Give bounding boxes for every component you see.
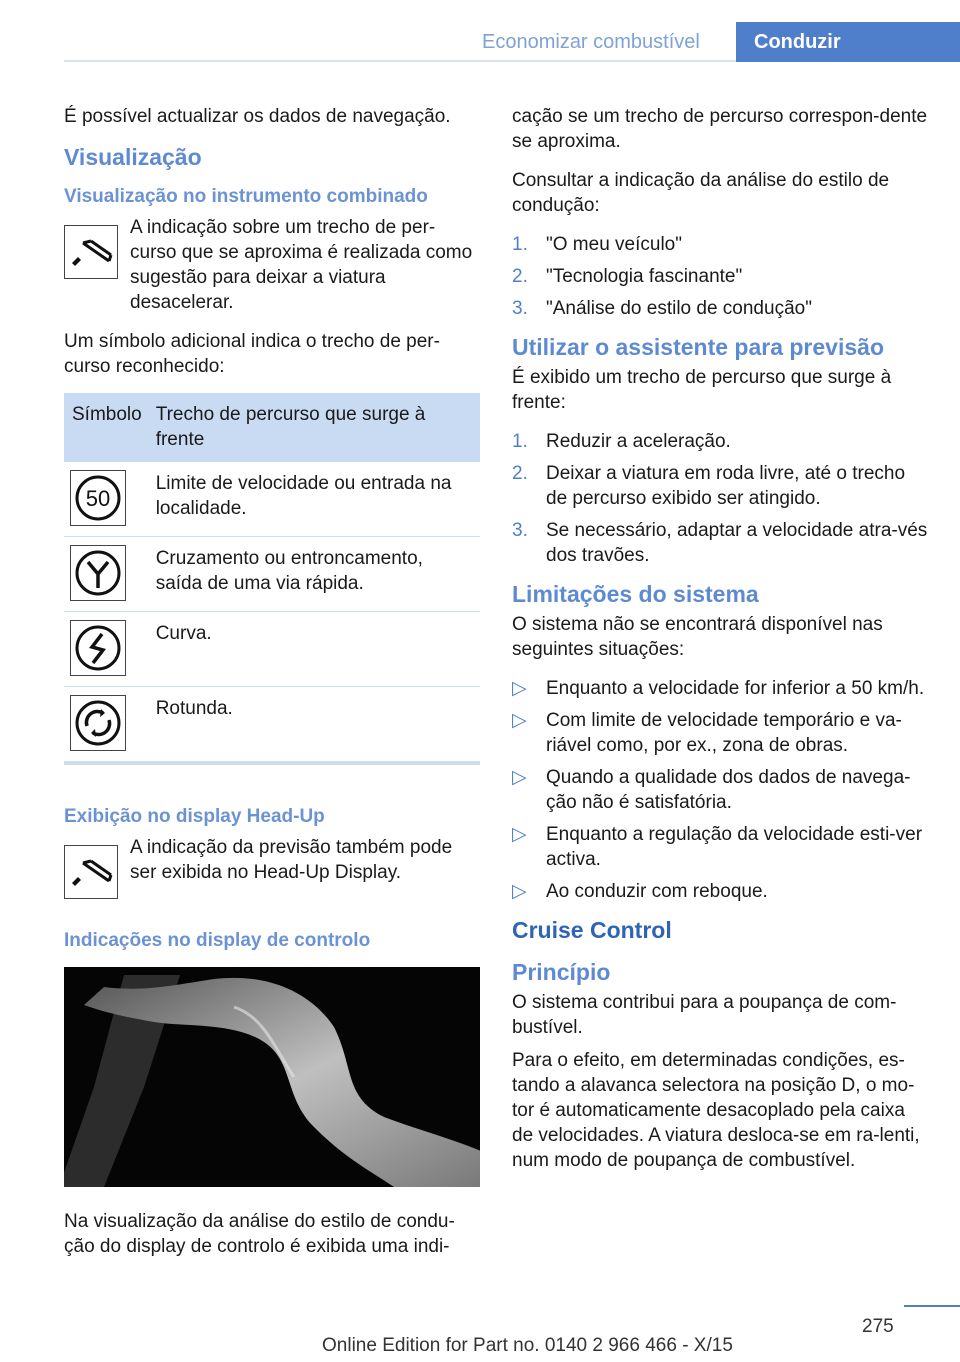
speed-limit-text: 50 xyxy=(85,486,111,511)
heading-instrumento: Visualização no instrumento combinado xyxy=(64,186,428,207)
coasting-foot-icon xyxy=(64,225,118,279)
limitations-list xyxy=(512,676,928,904)
list-item: 1. Reduzir a aceleração. xyxy=(512,431,731,452)
heading-principio: Princípio xyxy=(512,959,611,985)
table-header-section: Trecho de percurso que surge à frente xyxy=(148,393,480,462)
heading-display: Indicações no display de controlo xyxy=(64,930,371,951)
consult-paragraph: Consultar a indicação da análise do estilo de condução: xyxy=(512,170,890,216)
junction-icon xyxy=(70,545,126,601)
table-header-row xyxy=(64,393,480,462)
menu-steps-list xyxy=(512,232,928,321)
table-cell-text: Cruzamento ou entroncamento, saída de uma via rápida. xyxy=(148,537,480,612)
list-item: ▷ Enquanto a regulação da velocidade esti-ver activa. xyxy=(512,824,923,870)
list-item: 2. "Tecnologia fascinante" xyxy=(512,266,743,287)
list-item: 2. Deixar a viatura em roda livre, até o trecho de percurso exibido ser atingido. xyxy=(512,463,906,509)
headup-text: A indicação da previsão também pode ser exibida no Head-Up Display. xyxy=(130,837,453,883)
table-cell-text: Curva. xyxy=(148,612,480,687)
curve-icon xyxy=(70,620,126,676)
heading-headup: Exibição no display Head-Up xyxy=(64,806,325,827)
heading-visualizacao: Visualização xyxy=(64,144,202,170)
table-cell-text: Rotunda. xyxy=(148,687,480,764)
edition-footer: Online Edition for Part no. 0140 2 966 466 - X/15 xyxy=(322,1335,733,1356)
intro-paragraph: É possível actualizar os dados de navegação. xyxy=(64,106,451,127)
heading-assistente: Utilizar o assistente para previsão xyxy=(512,334,884,360)
continued-paragraph: cação se um trecho de percurso correspon-dente se aproxima. xyxy=(512,106,928,152)
list-item: ▷ Enquanto a velocidade for inferior a 50 km/h. xyxy=(512,678,925,699)
principio-paragraph-1: O sistema contribui para a poupança de com-bustível. xyxy=(512,992,897,1038)
page-number: 275 xyxy=(862,1316,894,1337)
coasting-foot-icon xyxy=(64,845,118,899)
list-item: ▷ Com limite de velocidade temporário e va-riável como, por ex., zona de obras. xyxy=(512,710,902,756)
principio-paragraph-2: Para o efeito, em determinadas condições, es-tando a alavanca selectora na posição D, o mo-tor é automaticamente desacoplado pela caixa de velocidades. A viatura desloca-se em ra-lenti, num modo de poupança de combustível. xyxy=(512,1050,920,1171)
list-item: 3. "Análise do estilo de condução" xyxy=(512,298,812,319)
table-cell-text: Limite de velocidade ou entrada na localidade. xyxy=(148,462,480,537)
assistente-paragraph: É exibido um trecho de percurso que surge à frente: xyxy=(512,367,892,413)
heading-cruise-control: Cruise Control xyxy=(512,917,672,943)
instrument-text: A indicação sobre um trecho de per-curso que se aproxima é realizada como sugestão para deixar a viatura desacelerar. xyxy=(130,217,473,313)
table-header-symbol: Símbolo xyxy=(64,393,148,462)
road-preview-image xyxy=(64,967,480,1187)
table-row xyxy=(64,687,480,764)
left-column xyxy=(64,104,480,1273)
list-item: ▷ Ao conduzir com reboque. xyxy=(512,881,768,902)
header-chapter-tab: Conduzir xyxy=(736,22,960,62)
table-row xyxy=(64,612,480,687)
right-column xyxy=(512,104,928,1187)
header-section-title: Economizar combustível xyxy=(482,31,700,53)
headup-note xyxy=(64,835,480,899)
list-item: 3. Se necessário, adaptar a velocidade atra-vés dos travões. xyxy=(512,520,928,566)
list-item: ▷ Quando a qualidade dos dados de navega-ção não é satisfatória. xyxy=(512,767,911,813)
table-row xyxy=(64,462,480,537)
footer-rule xyxy=(904,1305,960,1307)
list-item: 1. "O meu veículo" xyxy=(512,234,682,255)
heading-limitacoes: Limitações do sistema xyxy=(512,581,759,607)
symbol-table xyxy=(64,393,480,765)
assistant-steps-list xyxy=(512,429,928,568)
table-row xyxy=(64,537,480,612)
instrument-note xyxy=(64,215,480,315)
symbol-intro: Um símbolo adicional indica o trecho de per-curso reconhecido: xyxy=(64,331,440,377)
display-text: Na visualização da análise do estilo de condu-ção do display de controlo é exibida uma indi- xyxy=(64,1211,455,1257)
limitacoes-paragraph: O sistema não se encontrará disponível nas seguintes situações: xyxy=(512,614,883,660)
roundabout-icon xyxy=(70,695,126,751)
speed-limit-50-icon xyxy=(70,470,126,526)
